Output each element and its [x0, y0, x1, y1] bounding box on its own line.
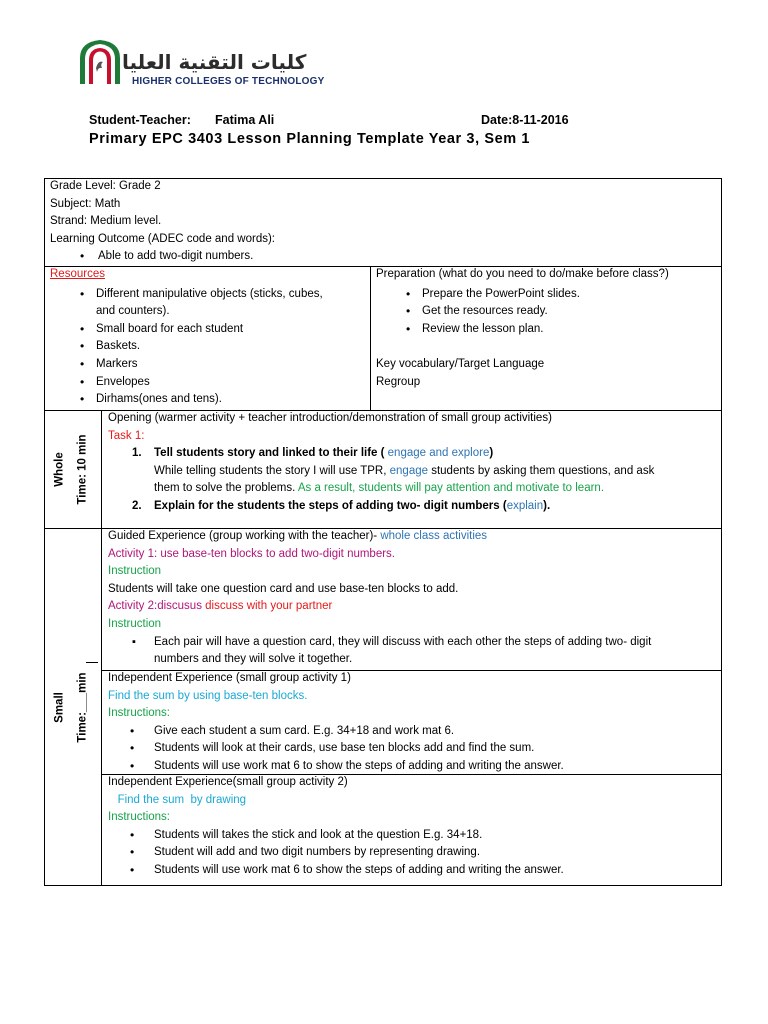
page-title: Primary EPC 3403 Lesson Planning Template Year 3, Sem 1 [89, 131, 531, 147]
task-step-2 [108, 498, 720, 516]
guided-heading-scope: whole class activities [380, 530, 488, 542]
instruction-item: ▪ Each pair will have a question card, they will discuss with each other the steps of adding two- digit [108, 634, 720, 652]
subject: Subject: Math [50, 197, 121, 210]
step-number: 2. [132, 499, 142, 512]
instructions-label: Instructions: [108, 707, 170, 720]
step-text: Explain for the students the steps of adding two- digit numbers ( [154, 499, 507, 512]
step-phase: engage and explore [384, 447, 490, 460]
instructions-label: Instructions: [108, 811, 170, 824]
resource-item: • Dirhams(ones and tens). [50, 391, 365, 409]
preparation-heading: Preparation (what do you need to do/make before class?) [376, 268, 669, 280]
grade-level: Grade Level: Grade 2 [50, 180, 161, 192]
strand: Strand: Medium level. [50, 215, 162, 228]
independent-1-heading: Independent Experience (small group activity 1) [108, 672, 351, 684]
logo-english-text: HIGHER COLLEGES OF TECHNOLOGY [132, 76, 325, 87]
vocabulary-label: Key vocabulary/Target Language [376, 358, 545, 371]
independent-experience-2 [108, 774, 720, 880]
resource-item: • Small board for each student [50, 321, 365, 339]
resources-cell [50, 266, 365, 409]
independent-2-heading: Independent Experience(small group activity 2) [108, 776, 348, 788]
student-teacher-label: Student-Teacher: [89, 113, 191, 127]
step-phase: explain [506, 499, 544, 512]
step-phase: engage [389, 464, 429, 477]
task-step-1 [108, 445, 720, 463]
resource-item: • Envelopes [50, 374, 365, 392]
independent-experience-1 [108, 670, 720, 776]
step-number: 1. [132, 447, 142, 460]
preparation-item: • Prepare the PowerPoint slides. [376, 286, 718, 304]
preparation-cell [376, 266, 718, 392]
instruction-item: • Give each student a sum card. E.g. 34+18 and work mat 6. [108, 723, 720, 741]
whole-label: Whole [53, 452, 66, 487]
step-text: While telling students the story I will use TPR, [154, 464, 390, 477]
independent-1-subheading: Find the sum by using base-ten blocks. [108, 689, 308, 702]
instruction-item: • Students will look at their cards, use base ten blocks add and find the sum. [108, 740, 720, 758]
whole-group-content [108, 410, 720, 516]
vocabulary-value: Regroup [376, 375, 421, 388]
opening-heading: Opening (warmer activity + teacher introduction/demonstration of small group activities) [108, 412, 552, 424]
guided-heading [108, 528, 720, 546]
task-step-1-detail [108, 463, 720, 481]
learning-outcome-item: • Able to add two-digit numbers. [50, 248, 710, 266]
resource-item-continued: and counters). [96, 305, 170, 318]
instruction-text: Students will take one question card and use base-ten blocks to add. [108, 582, 459, 595]
step-text: ). [543, 499, 551, 512]
small-label: Small [53, 692, 66, 723]
resource-item: • Different manipulative objects (sticks, cubes, [50, 286, 365, 304]
activity-2-subtitle: discuss with your partner [205, 600, 333, 613]
instruction-label: Instruction [108, 565, 162, 578]
instruction-item-continued: numbers and they will solve it together. [154, 653, 353, 666]
instruction-item: • Students will takes the stick and look at the question E.g. 34+18. [108, 827, 720, 845]
small-time: Time:___min [76, 672, 89, 743]
whole-time: Time: 10 min [76, 434, 89, 505]
step-text: them to solve the problems. [154, 482, 298, 495]
instruction-item: • Students will use work mat 6 to show the steps of adding and writing the answer. [108, 862, 720, 880]
step-text: Tell students story and linked to their life ( [154, 447, 385, 460]
guided-experience [108, 528, 720, 669]
task-step-1-detail [108, 480, 720, 498]
step-text: students by asking them questions, and ask [428, 464, 655, 477]
task-heading: Task 1: [108, 429, 145, 442]
instruction-item: • Students will use work mat 6 to show the steps of adding and writing the answer. [108, 758, 720, 776]
column-divider [101, 410, 102, 886]
lesson-date: Date:8-11-2016 [481, 113, 569, 127]
student-teacher-name: Fatima Ali [215, 113, 275, 127]
logo-arabic-text: كليات التقنية العليا [122, 50, 307, 74]
independent-2-subheading: Find the sum by drawing [108, 793, 247, 806]
activity-2-title: Activity 2:discusus [108, 600, 206, 613]
resource-item: • Markers [50, 356, 365, 374]
preparation-item: • Review the lesson plan. [376, 321, 718, 339]
instruction-item: • Student will add and two digit numbers by representing drawing. [108, 844, 720, 862]
resource-item: • Baskets. [50, 338, 365, 356]
step-outcome: As a result, students will pay attention and motivate to learn. [297, 482, 605, 495]
college-emblem-icon [76, 38, 124, 86]
column-divider [370, 266, 371, 410]
guided-heading-text: Guided Experience (group working with the teacher)- [108, 530, 381, 542]
activity-1: Activity 1: use base-ten blocks to add two-digit numbers. [108, 547, 396, 560]
instruction-label: Instruction [108, 617, 162, 630]
lesson-info [50, 178, 710, 266]
activity-2 [108, 598, 720, 616]
resources-heading: Resources [50, 268, 105, 280]
learning-outcome-label: Learning Outcome (ADEC code and words): [50, 232, 275, 245]
preparation-item: • Get the resources ready. [376, 303, 718, 321]
step-text: ) [489, 447, 494, 460]
